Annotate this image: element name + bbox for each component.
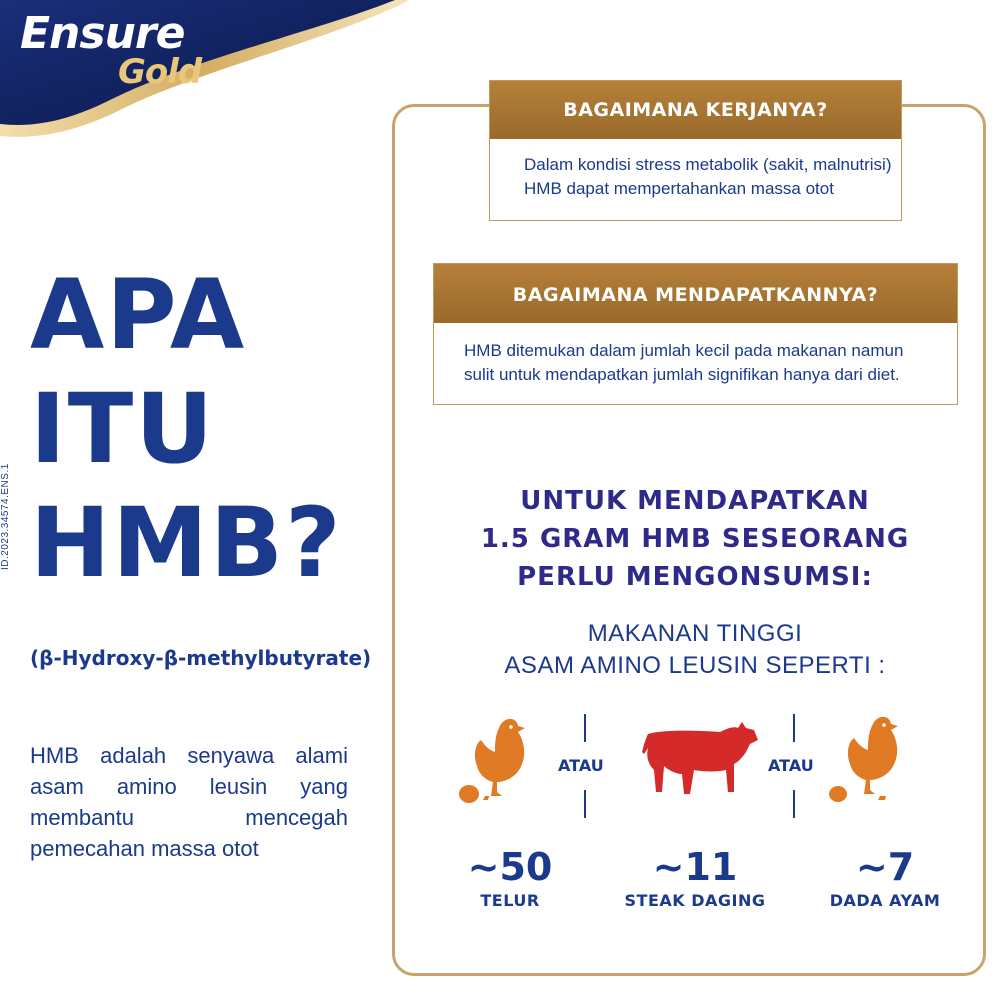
- headline-line: PERLU MENGONSUMSI:: [517, 562, 873, 592]
- subline-line: ASAM AMINO LEUSIN SEPERTI :: [504, 652, 886, 679]
- brand-name-bottom: Gold: [118, 52, 202, 92]
- requirement-headline: [440, 482, 950, 596]
- brand-name-top: Ensure: [20, 8, 185, 59]
- leucine-foods-subtitle: [440, 618, 950, 682]
- headline-line: UNTUK MENDAPATKAN: [520, 486, 870, 516]
- how-to-get-heading: BAGAIMANA MENDAPATKANNYA?: [434, 264, 957, 323]
- title-line: ITU: [30, 373, 216, 485]
- main-title: [30, 258, 360, 600]
- separator-line: [584, 790, 586, 818]
- hmb-description: [30, 740, 348, 864]
- food-label: STEAK DAGING: [624, 891, 766, 910]
- document-id: ID.2023.34574.ENS.1: [0, 463, 11, 570]
- food-label: DADA AYAM: [829, 891, 941, 910]
- egg-quantity: [440, 846, 580, 912]
- description-line: membantu mencegah: [30, 805, 348, 830]
- how-to-get-text: [434, 323, 957, 387]
- description-line: HMB adalah senyawa alami: [30, 743, 348, 768]
- how-it-works-heading: BAGAIMANA KERJANYA?: [490, 81, 901, 139]
- separator-line: [793, 714, 795, 742]
- title-line: APA: [30, 259, 247, 371]
- subline-line: MAKANAN TINGGI: [587, 620, 803, 647]
- description-line: pemecahan massa otot: [30, 836, 259, 861]
- headline-line: 1.5 GRAM HMB SESEORANG: [480, 524, 910, 554]
- amount: ~50: [467, 845, 553, 889]
- hen-with-egg-icon: [455, 712, 555, 807]
- separator-line: [584, 714, 586, 742]
- box-line: HMB dapat mempertahankan massa otot: [524, 179, 834, 198]
- box-line: sulit untuk mendapatkan jumlah signifikan hanya dari diet.: [464, 365, 900, 384]
- separator-line: [793, 790, 795, 818]
- how-it-works-text: [490, 139, 901, 201]
- how-to-get-box: [433, 263, 958, 405]
- or-label: ATAU: [768, 756, 814, 775]
- chicken-with-egg-icon: [822, 710, 922, 805]
- brand-logo: [0, 0, 420, 160]
- box-line: Dalam kondisi stress metabolik (sakit, malnutrisi): [524, 155, 892, 174]
- cow-icon: [642, 718, 762, 800]
- amount: ~11: [652, 845, 738, 889]
- chicken-breast-quantity: [815, 846, 955, 912]
- description-line: asam amino leusin yang: [30, 774, 348, 799]
- or-label: ATAU: [558, 756, 604, 775]
- amount: ~7: [855, 845, 915, 889]
- chemical-name: (β-Hydroxy-β-methylbutyrate): [30, 646, 372, 670]
- how-it-works-box: [489, 80, 902, 221]
- box-line: HMB ditemukan dalam jumlah kecil pada makanan namun: [464, 341, 904, 360]
- steak-quantity: [610, 846, 780, 912]
- food-label: TELUR: [480, 891, 540, 910]
- title-line: HMB?: [30, 487, 343, 599]
